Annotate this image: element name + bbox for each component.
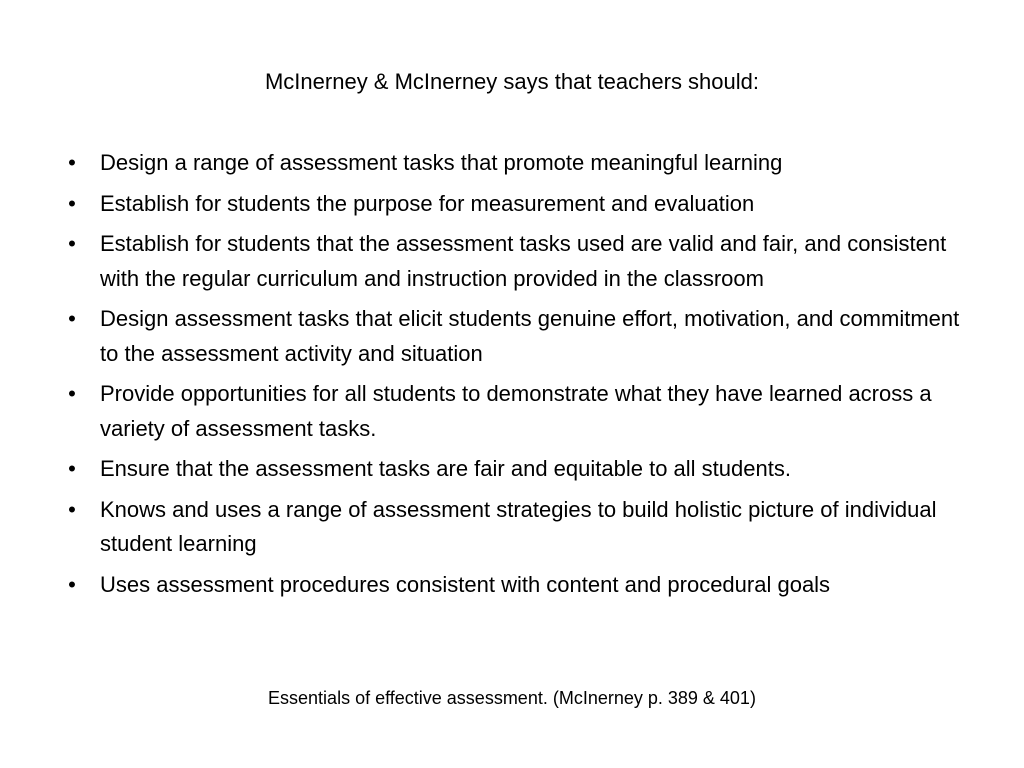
bullet-list [60, 146, 972, 602]
slide-footer-citation: Essentials of effective assessment. (McInerney p. 389 & 401) [268, 688, 756, 708]
slide-heading: McInerney & McInerney says that teachers should: [264, 69, 759, 94]
bullet-text: Design assessment tasks that elicit students genuine effort, motivation, and commitment to the assessment activity and situation [100, 306, 960, 366]
bullet-text: Uses assessment procedures consistent with content and procedural goals [100, 571, 831, 597]
bullet-item [60, 377, 972, 446]
bullet-item [60, 187, 972, 222]
bullet-text: Establish for students that the assessment tasks used are valid and fair, and consistent with the regular curriculum and instruction provided in the classroom [100, 231, 947, 291]
bullet-icon: • [68, 150, 76, 175]
bullet-text: Ensure that the assessment tasks are fair and equitable to all students. [100, 456, 791, 481]
bullet-icon: • [68, 381, 76, 406]
bullet-text: Design a range of assessment tasks that promote meaningful learning [100, 150, 783, 175]
bullet-icon: • [68, 190, 76, 216]
bullet-item [60, 452, 972, 487]
bullet-text: Provide opportunities for all students to demonstrate what they have learned across a variety of assessment tasks. [100, 381, 932, 441]
bullet-icon: • [68, 306, 76, 331]
bullet-item [60, 493, 972, 562]
bullet-icon: • [68, 496, 76, 522]
bullet-icon: • [68, 456, 76, 481]
bullet-item [60, 302, 972, 371]
bullet-icon: • [68, 571, 76, 597]
bullet-item [60, 227, 972, 296]
bullet-icon: • [68, 231, 76, 256]
bullet-item [60, 568, 972, 603]
bullet-text: Establish for students the purpose for measurement and evaluation [100, 190, 755, 216]
bullet-item [60, 146, 972, 181]
bullet-text: Knows and uses a range of assessment strategies to build holistic picture of individual student learning [100, 496, 937, 556]
